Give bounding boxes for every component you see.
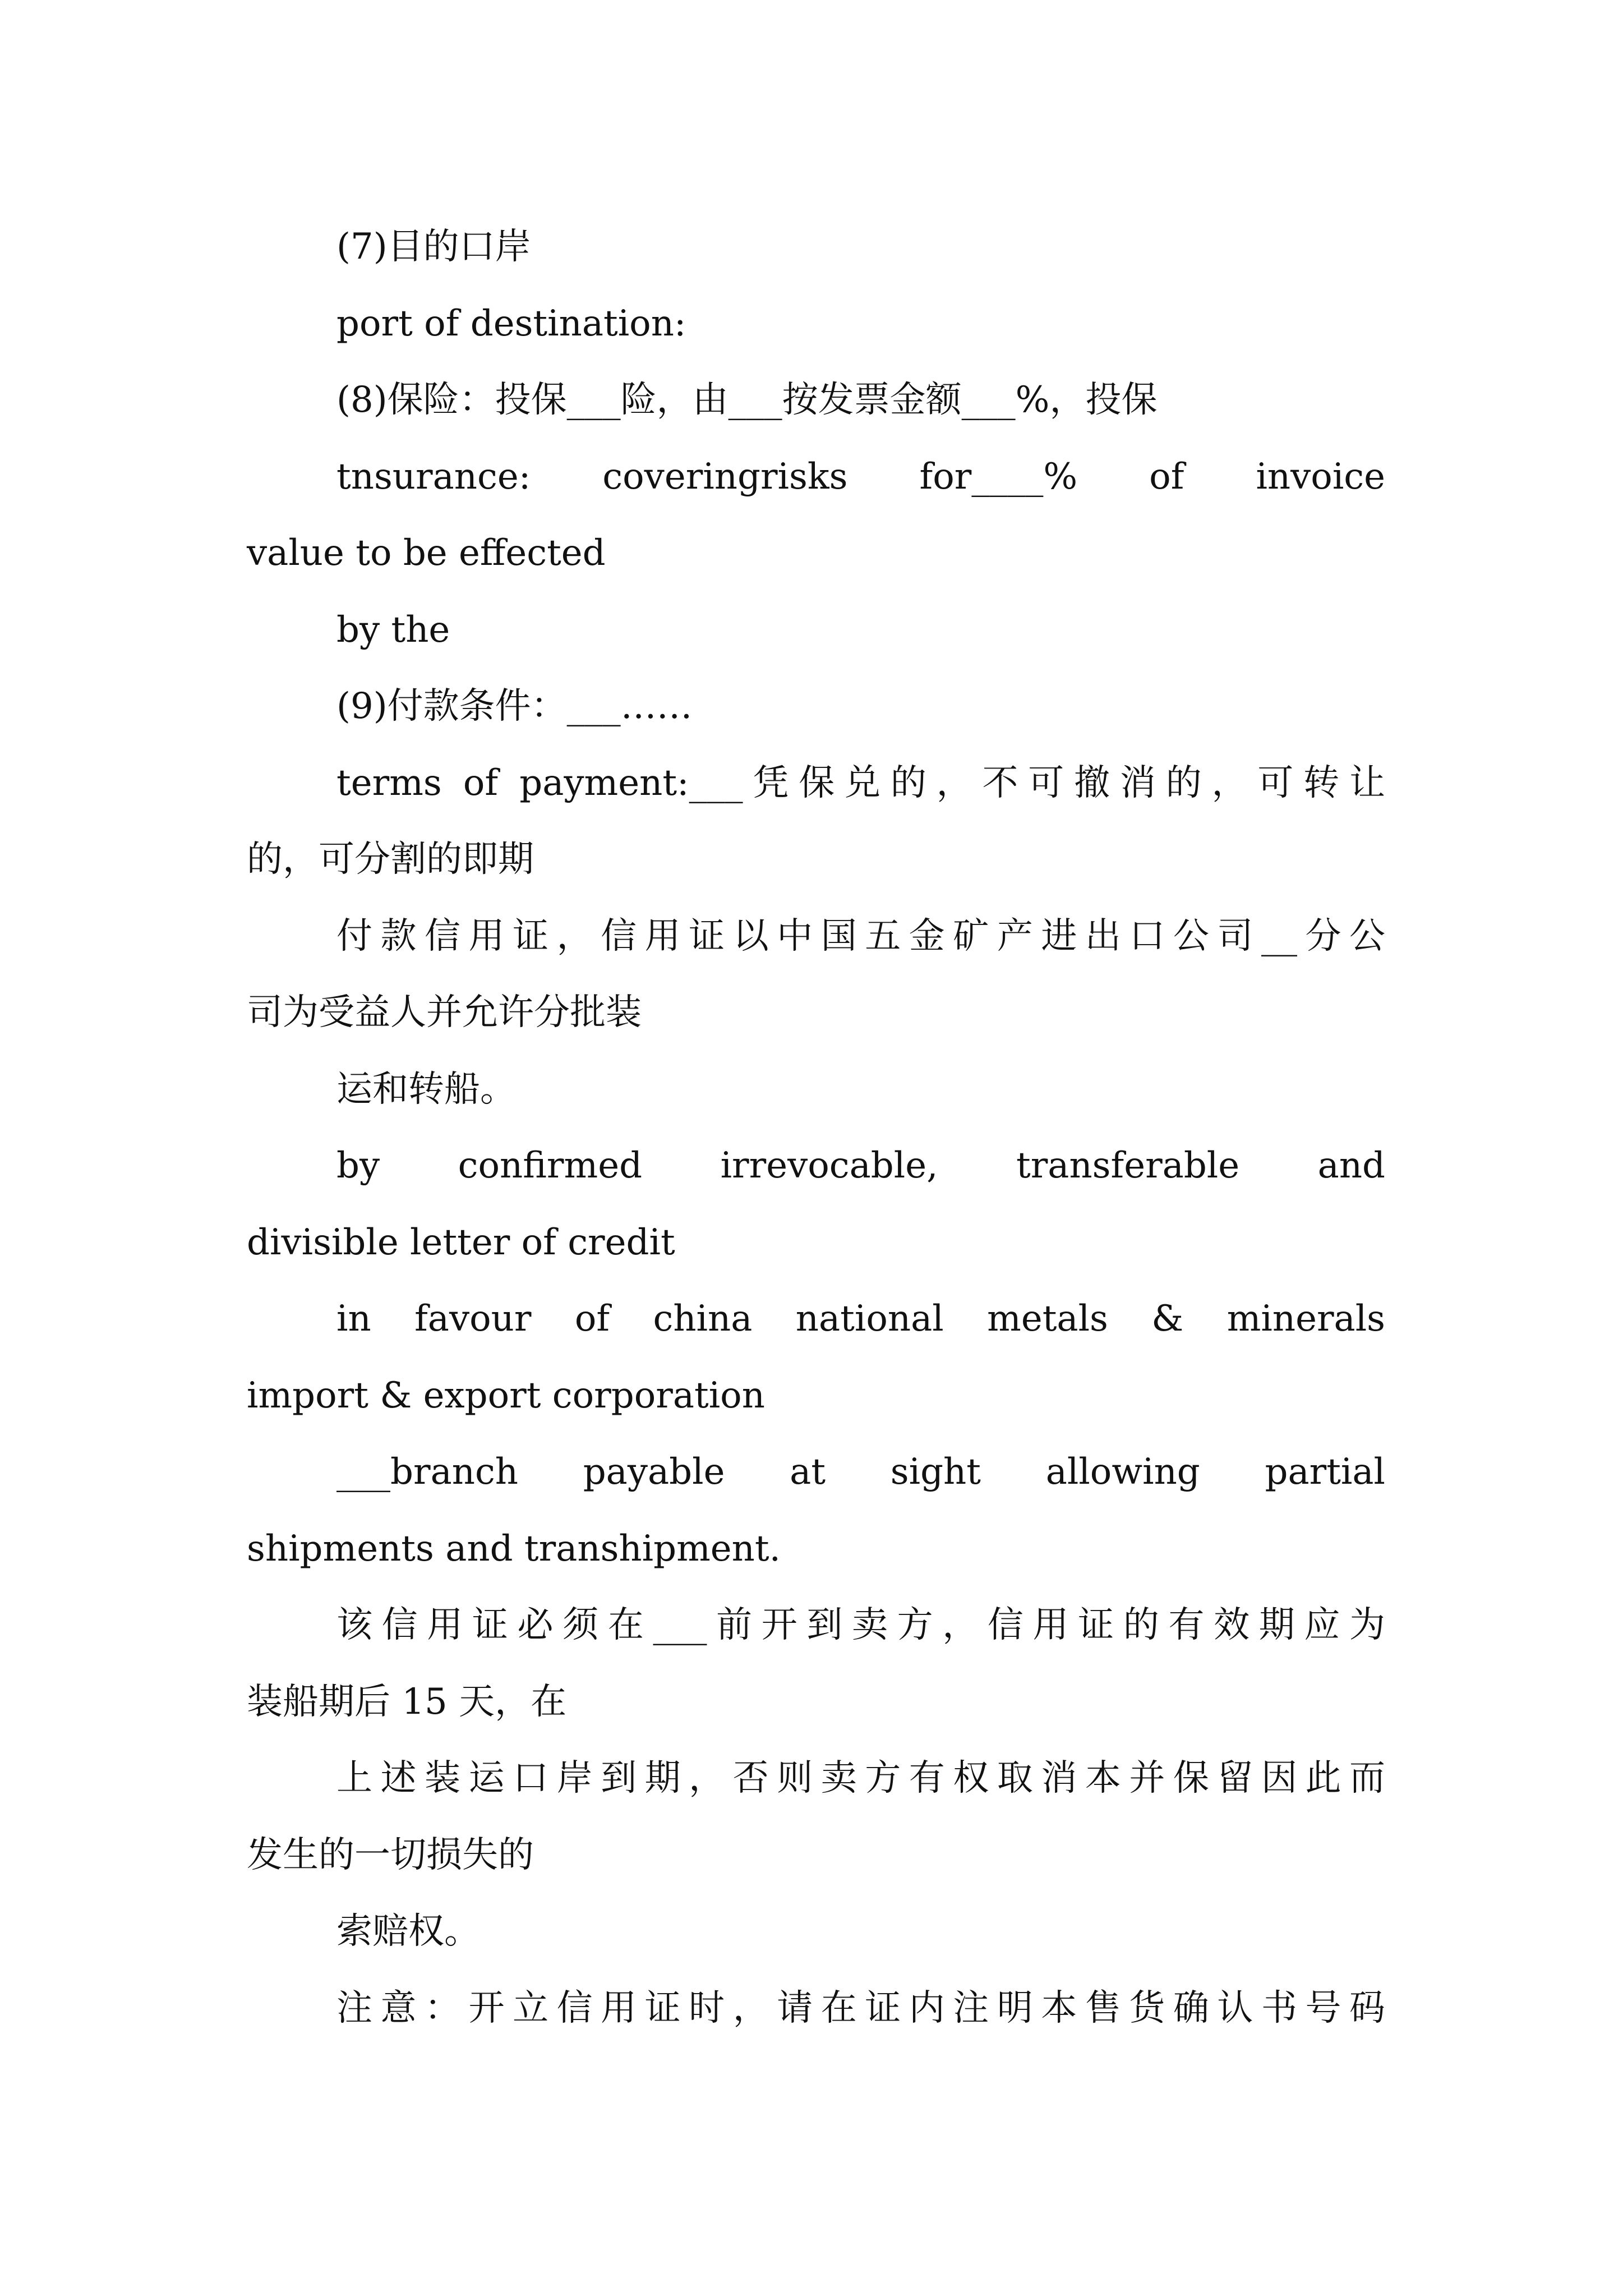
paragraph-line: in favour of china national metals & minerals bbox=[336, 1298, 1385, 1340]
paragraph-line: 付款信用证，信用证以中国五金矿产进出口公司__分公 bbox=[336, 915, 1385, 957]
paragraph-line: tnsurance: coveringrisks for____% of invoice bbox=[336, 455, 1385, 498]
paragraph-line: terms of payment:___凭保兑的，不可撤消的，可转让 bbox=[336, 762, 1385, 804]
paragraph-line: 该信用证必须在___前开到卖方，信用证的有效期应为 bbox=[336, 1604, 1385, 1646]
paragraph-line: 发生的一切损失的 bbox=[247, 1834, 534, 1876]
paragraph-line: shipments and transhipment. bbox=[247, 1527, 781, 1570]
paragraph-line: by confirmed irrevocable, transferable and bbox=[336, 1145, 1385, 1186]
paragraph-line: (9)付款条件：___…… bbox=[336, 685, 693, 727]
paragraph-line: import & export corporation bbox=[247, 1374, 765, 1416]
paragraph-line: ___branch payable at sight allowing partial bbox=[336, 1451, 1385, 1493]
paragraph-line: divisible letter of credit bbox=[247, 1221, 675, 1263]
paragraph-line: 装船期后 15 天，在 bbox=[247, 1681, 567, 1723]
paragraph-line: 司为受益人并允许分批装 bbox=[247, 992, 642, 1033]
paragraph-line: value to be effected bbox=[247, 532, 606, 574]
paragraph-line: 上述装运口岸到期，否则卖方有权取消本并保留因此而 bbox=[336, 1757, 1385, 1799]
paragraph-line: 注意：开立信用证时，请在证内注明本售货确认书号码 bbox=[336, 1987, 1385, 2029]
paragraph-line: (8)保险：投保___险，由___按发票金额___%，投保 bbox=[336, 379, 1158, 421]
paragraph-line: 索赔权。 bbox=[336, 1911, 480, 1952]
paragraph-line: port of destination: bbox=[336, 302, 686, 344]
paragraph-line: by the bbox=[336, 609, 450, 651]
paragraph-line: 的，可分割的即期 bbox=[247, 839, 534, 880]
document-body bbox=[247, 209, 1385, 2046]
paragraph-line: 运和转船。 bbox=[336, 1068, 516, 1110]
paragraph-line: (7)目的口岸 bbox=[336, 226, 531, 268]
